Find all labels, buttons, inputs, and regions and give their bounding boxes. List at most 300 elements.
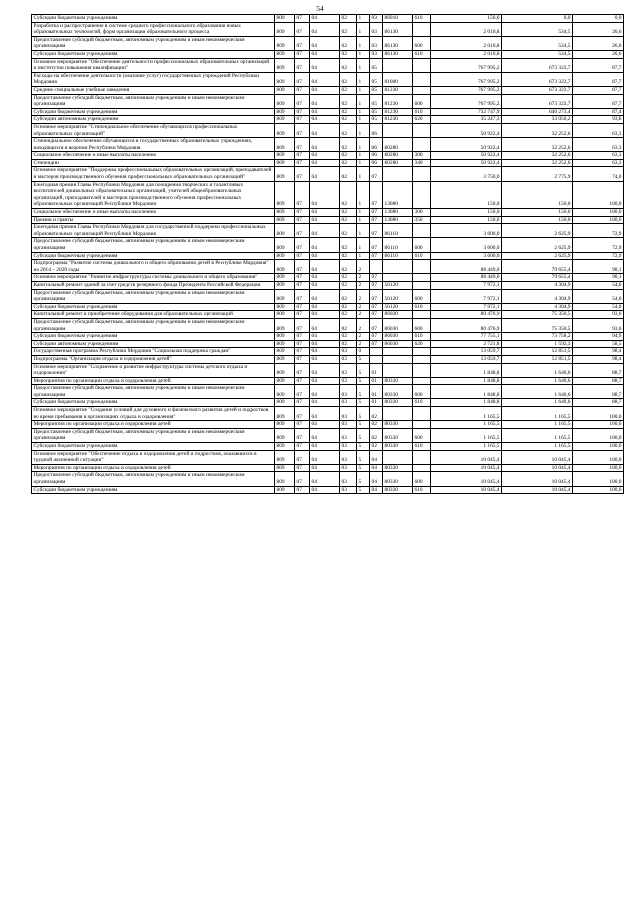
cell-actual: 4 304,9 <box>502 289 573 303</box>
cell-actual: 12 851,5 <box>502 348 573 356</box>
cell-pr: 04 <box>310 260 340 274</box>
cell-p3: 05 <box>370 116 383 124</box>
cell-p4: 80280 <box>383 159 413 167</box>
table-row <box>32 108 624 116</box>
cell-p1: 03 <box>340 428 357 442</box>
cell-p3: 05 <box>370 94 383 108</box>
cell-p1: 03 <box>340 348 357 356</box>
cell-plan: 50 922,4 <box>431 159 502 167</box>
table-row <box>32 224 624 238</box>
cell-percent: 63,3 <box>573 123 624 137</box>
cell-rz: 07 <box>295 181 310 208</box>
cell-percent: 72,9 <box>573 252 624 260</box>
table-row <box>32 116 624 124</box>
cell-name: Основное мероприятие "Обеспечение отдыха и оздоровления детей и подростков, оказавшихся в трудной жизненной ситуации" <box>32 450 275 464</box>
cell-rz: 07 <box>295 36 310 50</box>
cell-rz: 07 <box>295 340 310 348</box>
table-row <box>32 281 624 289</box>
cell-vr: 610 <box>413 399 431 407</box>
cell-p1: 03 <box>340 443 357 451</box>
cell-p2: 1 <box>357 252 370 260</box>
cell-rz: 07 <box>295 311 310 319</box>
table-row <box>32 377 624 385</box>
cell-p1: 02 <box>340 72 357 86</box>
cell-actual: 1 640,6 <box>502 363 573 377</box>
cell-pr: 04 <box>310 472 340 486</box>
cell-name: Предоставление субсидий бюджетным, автономным учреждениям и иным некоммерческим организациям <box>32 318 275 332</box>
cell-p3: 06 <box>370 152 383 160</box>
table-row <box>32 303 624 311</box>
cell-actual: 2 775,9 <box>502 167 573 181</box>
cell-p4: 86030 <box>383 318 413 332</box>
cell-vr: 600 <box>413 238 431 252</box>
cell-pr: 04 <box>310 72 340 86</box>
cell-p3: 05 <box>370 72 383 86</box>
cell-percent: 90,1 <box>573 274 624 282</box>
cell-rz: 07 <box>295 443 310 451</box>
cell-pr: 04 <box>310 274 340 282</box>
cell-p4: 80330 <box>383 486 413 494</box>
cell-percent: 100,0 <box>573 428 624 442</box>
cell-rz: 07 <box>295 281 310 289</box>
cell-p2: 2 <box>357 289 370 303</box>
cell-name: Субсидии бюджетным учреждениям <box>32 303 275 311</box>
cell-p2: 1 <box>357 224 370 238</box>
cell-p2: 2 <box>357 260 370 274</box>
cell-pr: 04 <box>310 486 340 494</box>
cell-pr: 04 <box>310 428 340 442</box>
cell-p3 <box>370 355 383 363</box>
cell-actual: 1 640,6 <box>502 385 573 399</box>
cell-plan: 50 922,4 <box>431 138 502 152</box>
cell-p1: 03 <box>340 472 357 486</box>
cell-p3: 07 <box>370 252 383 260</box>
cell-percent: 72,9 <box>573 224 624 238</box>
table-row <box>32 181 624 208</box>
cell-p1: 02 <box>340 36 357 50</box>
cell-plan: 2 721,8 <box>431 340 502 348</box>
table-row <box>32 363 624 377</box>
cell-pr: 04 <box>310 377 340 385</box>
cell-gr: 809 <box>275 348 295 356</box>
cell-p2: 5 <box>357 399 370 407</box>
cell-plan: 7 972,1 <box>431 303 502 311</box>
cell-p4: 86130 <box>383 22 413 36</box>
cell-rz: 07 <box>295 252 310 260</box>
cell-p3: 03 <box>370 50 383 58</box>
cell-vr <box>413 274 431 282</box>
table-row <box>32 94 624 108</box>
cell-p1: 02 <box>340 252 357 260</box>
cell-p1: 02 <box>340 303 357 311</box>
cell-actual: 33 050,2 <box>502 116 573 124</box>
cell-rz: 07 <box>295 385 310 399</box>
cell-p3: 04 <box>370 472 383 486</box>
cell-p1: 02 <box>340 94 357 108</box>
cell-p2: 1 <box>357 15 370 23</box>
cell-gr: 809 <box>275 252 295 260</box>
cell-percent: 54,0 <box>573 281 624 289</box>
cell-p2: 2 <box>357 318 370 332</box>
cell-p2: 1 <box>357 181 370 208</box>
cell-p1: 02 <box>340 311 357 319</box>
cell-gr: 809 <box>275 399 295 407</box>
cell-p2: 1 <box>357 152 370 160</box>
cell-name: Предоставление субсидий бюджетным, автономным учреждениям и иным некоммерческим организациям <box>32 428 275 442</box>
cell-plan: 1 165,5 <box>431 407 502 421</box>
table-row <box>32 260 624 274</box>
cell-actual: 0,0 <box>502 15 573 23</box>
cell-gr: 809 <box>275 363 295 377</box>
cell-gr: 809 <box>275 355 295 363</box>
cell-name: Ежегодная премия Главы Республики Мордовия для государственной поддержки профессиональных образовательных организаций Республики Мордовия <box>32 224 275 238</box>
cell-name: Основное мероприятие "Поддержка профессиональных образовательных организаций, преподавателей и мастеров производственного обучения профессиональных образовательных организаций" <box>32 167 275 181</box>
cell-p2: 1 <box>357 22 370 36</box>
cell-p1: 03 <box>340 385 357 399</box>
cell-p4: 81230 <box>383 86 413 94</box>
cell-p2: 5 <box>357 464 370 472</box>
cell-p4: 81230 <box>383 108 413 116</box>
cell-vr: 600 <box>413 289 431 303</box>
cell-p3: 06 <box>370 159 383 167</box>
cell-plan: 13 059,7 <box>431 348 502 356</box>
cell-p3: 07 <box>370 274 383 282</box>
cell-p1: 02 <box>340 224 357 238</box>
cell-vr: 600 <box>413 94 431 108</box>
cell-percent: 0,0 <box>573 15 624 23</box>
cell-plan: 767 995,2 <box>431 94 502 108</box>
cell-rz: 07 <box>295 303 310 311</box>
table-row <box>32 15 624 23</box>
cell-actual: 75 350,5 <box>502 311 573 319</box>
table-row <box>32 36 624 50</box>
cell-pr: 04 <box>310 450 340 464</box>
cell-percent: 26,6 <box>573 36 624 50</box>
cell-p1: 02 <box>340 116 357 124</box>
cell-p2: 1 <box>357 159 370 167</box>
cell-p2: 0 <box>357 348 370 356</box>
cell-pr: 04 <box>310 333 340 341</box>
cell-p2: 1 <box>357 167 370 181</box>
cell-gr: 809 <box>275 407 295 421</box>
cell-p3: 07 <box>370 303 383 311</box>
cell-actual: 2 625,9 <box>502 224 573 238</box>
cell-rz: 07 <box>295 355 310 363</box>
cell-rz: 07 <box>295 108 310 116</box>
cell-plan: 1 848,8 <box>431 385 502 399</box>
cell-pr: 04 <box>310 138 340 152</box>
cell-actual: 32 252,6 <box>502 123 573 137</box>
cell-p2: 5 <box>357 428 370 442</box>
cell-p1: 02 <box>340 123 357 137</box>
cell-p3: 07 <box>370 181 383 208</box>
cell-p1: 03 <box>340 421 357 429</box>
cell-plan: 767 995,2 <box>431 72 502 86</box>
cell-vr <box>413 86 431 94</box>
cell-p1: 03 <box>340 363 357 377</box>
cell-plan: 3 750,0 <box>431 167 502 181</box>
cell-actual: 4 304,9 <box>502 303 573 311</box>
cell-p2: 5 <box>357 355 370 363</box>
cell-p4: 86110 <box>383 238 413 252</box>
cell-pr: 04 <box>310 94 340 108</box>
cell-p3: 06 <box>370 138 383 152</box>
table-row <box>32 399 624 407</box>
cell-vr: 610 <box>413 15 431 23</box>
cell-vr <box>413 421 431 429</box>
cell-p2: 1 <box>357 116 370 124</box>
cell-p4: 13080 <box>383 216 413 224</box>
cell-name: Средние специальные учебные заведения <box>32 86 275 94</box>
cell-p4: 80330 <box>383 421 413 429</box>
cell-p1: 02 <box>340 152 357 160</box>
cell-p2: 1 <box>357 216 370 224</box>
cell-actual: 73 758,2 <box>502 333 573 341</box>
cell-gr: 809 <box>275 340 295 348</box>
cell-vr: 610 <box>413 50 431 58</box>
cell-pr: 04 <box>310 58 340 72</box>
cell-percent: 87,7 <box>573 58 624 72</box>
cell-percent: 87,7 <box>573 86 624 94</box>
cell-p4: 13080 <box>383 181 413 208</box>
cell-vr: 350 <box>413 216 431 224</box>
cell-vr: 600 <box>413 318 431 332</box>
cell-pr: 04 <box>310 348 340 356</box>
cell-actual: 150,0 <box>502 181 573 208</box>
cell-rz: 07 <box>295 450 310 464</box>
table-row <box>32 209 624 217</box>
cell-actual: 673 323,7 <box>502 94 573 108</box>
cell-gr: 809 <box>275 72 295 86</box>
cell-name: Стипендии <box>32 159 275 167</box>
cell-name: Субсидии бюджетным учреждениям <box>32 50 275 58</box>
cell-plan: 767 995,2 <box>431 86 502 94</box>
cell-actual: 150,0 <box>502 209 573 217</box>
cell-gr: 809 <box>275 152 295 160</box>
cell-pr: 04 <box>310 36 340 50</box>
table-row <box>32 385 624 399</box>
cell-p4 <box>383 167 413 181</box>
cell-p4: 80330 <box>383 377 413 385</box>
cell-gr: 809 <box>275 281 295 289</box>
cell-pr: 04 <box>310 318 340 332</box>
cell-p3: 07 <box>370 318 383 332</box>
cell-plan: 2 010,8 <box>431 22 502 36</box>
cell-name: Премии и гранты <box>32 216 275 224</box>
cell-vr <box>413 355 431 363</box>
cell-p1: 02 <box>340 260 357 274</box>
cell-plan: 1 165,5 <box>431 428 502 442</box>
cell-name: Основное мероприятие "Развитие инфраструктуры системы дошкольного и общего образования" <box>32 274 275 282</box>
cell-rz: 07 <box>295 58 310 72</box>
cell-percent: 100,0 <box>573 407 624 421</box>
cell-gr: 809 <box>275 36 295 50</box>
table-row <box>32 159 624 167</box>
cell-percent: 63,3 <box>573 138 624 152</box>
cell-percent: 63,3 <box>573 159 624 167</box>
cell-rz: 07 <box>295 428 310 442</box>
cell-vr <box>413 123 431 137</box>
table-row <box>32 407 624 421</box>
cell-p1: 02 <box>340 238 357 252</box>
cell-percent: 88,7 <box>573 385 624 399</box>
cell-percent: 100,0 <box>573 421 624 429</box>
cell-name: Разработка и распространение в системе среднего профессионального образования новых образовательных технологий, форм организации образовательного процесса <box>32 22 275 36</box>
cell-p4: 80330 <box>383 385 413 399</box>
cell-pr: 04 <box>310 86 340 94</box>
cell-p2: 2 <box>357 303 370 311</box>
cell-p1: 02 <box>340 274 357 282</box>
cell-p4: 86010 <box>383 15 413 23</box>
cell-actual: 1 165,5 <box>502 421 573 429</box>
cell-rz: 07 <box>295 209 310 217</box>
cell-plan: 1 848,8 <box>431 399 502 407</box>
cell-gr: 809 <box>275 289 295 303</box>
cell-p3: 01 <box>370 385 383 399</box>
cell-percent: 87,7 <box>573 72 624 86</box>
table-row <box>32 216 624 224</box>
budget-table <box>31 14 624 494</box>
cell-p3: 04 <box>370 450 383 464</box>
cell-gr: 809 <box>275 58 295 72</box>
cell-p3: 05 <box>370 58 383 72</box>
cell-p4: 56120 <box>383 289 413 303</box>
cell-rz: 07 <box>295 289 310 303</box>
table-row <box>32 289 624 303</box>
cell-percent: 26,6 <box>573 22 624 36</box>
cell-p1: 03 <box>340 486 357 494</box>
cell-name: Капитальный ремонт и приобретение оборудования для образовательных организаций <box>32 311 275 319</box>
cell-rz: 07 <box>295 318 310 332</box>
cell-vr: 600 <box>413 428 431 442</box>
cell-p4: 81230 <box>383 116 413 124</box>
cell-plan: 50 922,4 <box>431 152 502 160</box>
cell-p4: 86110 <box>383 252 413 260</box>
cell-rz: 07 <box>295 274 310 282</box>
table-row <box>32 86 624 94</box>
table-row <box>32 348 624 356</box>
cell-p4: 80330 <box>383 464 413 472</box>
cell-plan: 10 045,4 <box>431 472 502 486</box>
cell-rz: 07 <box>295 116 310 124</box>
cell-p3: 05 <box>370 86 383 94</box>
cell-percent: 87,4 <box>573 108 624 116</box>
cell-gr: 809 <box>275 167 295 181</box>
cell-rz: 07 <box>295 50 310 58</box>
cell-gr: 809 <box>275 443 295 451</box>
cell-percent: 54,0 <box>573 303 624 311</box>
cell-plan: 2 010,8 <box>431 50 502 58</box>
cell-rz: 07 <box>295 377 310 385</box>
cell-p2: 1 <box>357 108 370 116</box>
cell-rz: 07 <box>295 22 310 36</box>
cell-rz: 07 <box>295 94 310 108</box>
cell-plan: 50 922,4 <box>431 123 502 137</box>
cell-p2: 5 <box>357 421 370 429</box>
cell-name: Предоставление субсидий бюджетным, автономным учреждениям и иным некоммерческим организациям <box>32 385 275 399</box>
cell-pr: 04 <box>310 303 340 311</box>
cell-gr: 809 <box>275 116 295 124</box>
cell-p1: 02 <box>340 15 357 23</box>
cell-p3: 03 <box>370 36 383 50</box>
cell-p2: 2 <box>357 281 370 289</box>
cell-actual: 1 592,3 <box>502 340 573 348</box>
cell-p4: 56120 <box>383 281 413 289</box>
cell-plan: 767 995,2 <box>431 58 502 72</box>
cell-p2: 2 <box>357 340 370 348</box>
cell-actual: 4 304,9 <box>502 281 573 289</box>
cell-p3: 07 <box>370 224 383 238</box>
cell-p1: 02 <box>340 86 357 94</box>
cell-gr: 809 <box>275 486 295 494</box>
cell-p4: 80330 <box>383 399 413 407</box>
cell-plan: 10 045,4 <box>431 450 502 464</box>
table-row <box>32 238 624 252</box>
cell-rz: 07 <box>295 224 310 238</box>
cell-actual: 150,0 <box>502 216 573 224</box>
page-number: 54 <box>316 4 324 13</box>
cell-p1: 02 <box>340 209 357 217</box>
cell-plan: 3 600,0 <box>431 224 502 238</box>
cell-p3: 03 <box>370 15 383 23</box>
cell-p3: 07 <box>370 238 383 252</box>
cell-percent: 74,0 <box>573 167 624 181</box>
cell-rz: 07 <box>295 363 310 377</box>
cell-plan: 10 045,4 <box>431 464 502 472</box>
cell-vr: 600 <box>413 472 431 486</box>
cell-vr <box>413 377 431 385</box>
cell-percent: 88,7 <box>573 399 624 407</box>
cell-percent: 54,0 <box>573 289 624 303</box>
cell-vr: 340 <box>413 159 431 167</box>
cell-p4 <box>383 348 413 356</box>
cell-p4: 80330 <box>383 472 413 486</box>
cell-p4 <box>383 407 413 421</box>
cell-vr: 300 <box>413 152 431 160</box>
table-row <box>32 421 624 429</box>
cell-gr: 809 <box>275 450 295 464</box>
cell-actual: 32 252,6 <box>502 159 573 167</box>
cell-p2: 5 <box>357 385 370 399</box>
cell-pr: 04 <box>310 340 340 348</box>
cell-rz: 07 <box>295 138 310 152</box>
cell-p1: 02 <box>340 138 357 152</box>
cell-name: Основное мероприятие "Сохранение и развитие инфраструктуры системы детского отдыха и оздоровления" <box>32 363 275 377</box>
cell-actual: 32 252,6 <box>502 152 573 160</box>
cell-p2: 2 <box>357 333 370 341</box>
cell-percent: 88,7 <box>573 377 624 385</box>
cell-vr <box>413 224 431 238</box>
cell-actual: 32 252,6 <box>502 138 573 152</box>
cell-p4: 13080 <box>383 209 413 217</box>
cell-p1: 03 <box>340 407 357 421</box>
cell-gr: 809 <box>275 333 295 341</box>
cell-p1: 02 <box>340 58 357 72</box>
cell-vr: 610 <box>413 333 431 341</box>
cell-p3 <box>370 260 383 274</box>
cell-pr: 04 <box>310 407 340 421</box>
cell-vr: 600 <box>413 36 431 50</box>
cell-vr <box>413 22 431 36</box>
cell-p4: 86110 <box>383 224 413 238</box>
cell-p4 <box>383 58 413 72</box>
cell-name: Капитальный ремонт зданий за счет средств резервного фонда Президента Российской Федерации <box>32 281 275 289</box>
cell-gr: 809 <box>275 238 295 252</box>
cell-vr: 610 <box>413 486 431 494</box>
cell-rz: 07 <box>295 464 310 472</box>
cell-p3: 07 <box>370 216 383 224</box>
cell-pr: 04 <box>310 123 340 137</box>
